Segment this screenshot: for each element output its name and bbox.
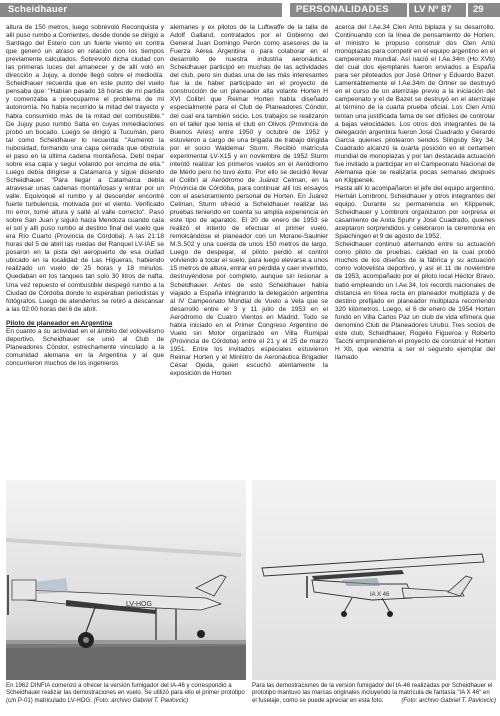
paragraph: alemanes y ex pilotos de la Luftwaffe de la talla de Adolf Galland, contratados por el Gobierno del General Juan Domingo Perón como asesores de la Fuerza Aérea Argentina o para colaborar en el desarrollo de nuestra industria aeronáutica. Scheidhauer participó en muchas de las actividades del club, pero sin dudas una de las más interesantes fue la de haber participado en el proyecto de construcción de un planeador alta volante Horten H XVI Colibrí que Reimar Horten había diseñado especialmente para el Club de Planeadores Cóndor, del cual era también socio. Los trabajos se realizaron en el taller que tenía el club en Olivos (Provincia de Buenos Aires) entre 1950 y octubre de 1952 y estuvieron a cargo de una brigada de trabajo dirigida por el socio Waldemar Sturm. Recibió matrícula experimental LV-X15 y en noviembre de 1952 Sturm intentó realizar los primeros vuelos en el Aeródromo de Merlo pero no tuvo éxito. Por ello se decidió llevar el Colibrí al Aeródromo de Juárez Celman, en la Provincia de Córdoba, para continuar allí los ensayos con el asesoramiento personal de Horten. En Juárez Celman, Sturm ofreció a Scheidhauer realizar las pruebas teniendo en cuenta su amplia experiencia en este tipo de aparatos. El 20 de enero de 1953 se realizó el intento de efectuar el primer vuelo, remolcándose el planeador con un Morane-Saulnier M.S.502 y una cuerda de unos 150 metros de largo. Luego de despegar, el piloto perdió el control volviendo a tocar el suelo, para luego elevarse a unos 15 metros de altura, entrar en pérdida y caer invertido, destruyéndose por completo, aunque sin lesionar a Scheidhauer. Antes de esto Scheidhauer había viajado a España integrando la delegación argentina al IV Campeonato Mundial de Vuelo a Vela que se desarrolló entre el 3 y 11 julio de 1953 en el Aeródromo de Cuatro Vientos en Madrid. Todo se había iniciado en el Primer Congreso Argentino de Vuelo sin Motor organizado en Villa Rumipal (Provincia de Córdoba) entre el 21 y el 25 de marzo 1951. Entre los invitados especiales estuvieron Reimar Horten y el Ministro de Aeronáutica Brigadier César Ojeda, quien escuchó atentamente la exposición de Horten [170, 24, 328, 378]
header-author-bar [0, 3, 282, 17]
caption-text: Para las demostraciones de la versión fumigador del IA-46 realizadas por Scheidhauer el prototipo mantuvo las marcas originales incluyendo la matrícula de fantasía "IA X 46" en el fuselaje, como se puede apreciar en esta foto. [252, 682, 493, 704]
photo-caption-right [252, 682, 496, 704]
paragraph: Hasta allí lo acompañaron el jefe del equipo argentino, Hernán Lombroni, Scheidhauer y otros integrantes del equipo. Durante su permanencia en Klippenek, Scheidhauer y Lombroni organizaron por sorpresa el casamiento de Anita Spuhr y José Cuadrado, quienes aceptaron sorprendidos y celebraron la ceremonia en Spaichingen el 9 de agosto de 1952. [335, 184, 495, 241]
photo-ia46-fumigador-flight [252, 480, 496, 680]
paragraph: Scheidhauer continuó alternando entre su actuación como piloto de pruebas, calidad en la cual probó muchos de los diseños de la fábrica y su actuación como volovelista deportivo, y así el 11 de noviembre de 1953, acompañado por el piloto local Héctor Bravo, batió empleando un I.Ae.34, los records nacionales de distancia en línea recta en planeador multiplaza y de destino prefijado en planeador multiplaza recorriendo 320 kilómetros. Luego, el 6 de enero de 1954 Horten fundó en Villa Carlos Paz un club de vida efímera que denominó Club de Planeadores Urubú. Tres socios de este club, Scheidhauer, Rogelio Figueroa y Roberto Tacchi emprendieron el proyecto de construir el Horten H Xb, que vendría a ser el segundo ejemplar del llamado [335, 241, 495, 361]
caption-text: En 1962 DINFIA comenzó a ofrecer la versión fumigador del IA-46 y correspondió a Scheidhauer realizar las demostraciones en vuelo. Se utilizó para ello el primer prototipo (c/n P-01) matriculado LV-HOG. [6, 682, 245, 704]
header-section: PERSONALIDADES [296, 4, 389, 15]
header-issue: LV Nº 87 [414, 4, 452, 15]
photo-credit: (Foto: archivo Gabriel T. Pavlovcic) [93, 696, 189, 704]
paragraph: En cuanto a su actividad en el ámbito del volovelismo deportivo, Scheidhauer se unió al Club de Planeadores Cóndor, estrechamente vinculado a la comunidad alemana en la Argentina y al que concurrieron muchos de los ingenieros [6, 327, 164, 367]
photo-caption-left [6, 682, 246, 704]
paragraph: altura de 150 metros, luego sobrevoló Reconquista y allí puso rumbo a Corrientes, desde donde se dirigió a Santiago del Estero con un fuerte viento en contra que generó un atraso en relación con los tiempos previamente calculados. Sobrevoló dicha ciudad con las primeras luces del amanecer y de allí voló en dirección a Jujuy, a donde llegó sobre el mediodía. Scheidhauer recuerda que en este punto del vuelo pensaba que: "Habían pasado 18 horas de mi partida y comenzaba a preocuparme el problema de mi autonomía. No había recorrido la mitad del trayecto y había consumido más de la mitad del combustible." De Jujuy puso rumbo Salta en cuyas inmediaciones probó un bocado. Luego se dirigió a Tucumán, pero tal como Scheidhauer lo recuerda: "Aumentó la nubosidad, formando una capa cerrada que obstruía el paso en la última cadena montañosa. Debí trepar sobre esa capa y seguí volando por encima de ella." Luego debía dirigirse a Catamarca y sigue diciendo Scheidhauer: "Para llegar a Catamarca debía atravesar unas cadenas montañosas y entrar por un valle. Equivoqué el rumbo y al descender encontré fuerte turbulencia, motivada por el viento. Verificado mi error, tomé altura y salté al valle correcto". Pasó sobre San Juan y siguió hacia Mendoza cuando caía el sol y allí puso rumbo al destino final del vuelo que era Río Cuarto (Provincia de Córdoba). A las 21:18 horas del 5 de abril las ruedas del Ranquel LV-IAE se posaron en la pista del aeropuerto de esa ciudad ubicado en la localidad de Las Higueras, habiendo realizado un vuelo de 25 horas y 18 minutos. Quedaban en los tanques tan solo 30 litros de nafta. Una vez repuesto el combustible despegó rumbo a la Ciudad de Córdoba donde lo esperaban periodistas y fotógrafos. Luego de atenderlos se retiró a descansar a las 02:00 horas del 6 de abril. [6, 24, 164, 313]
section-subtitle: Piloto de planeador en Argentina [6, 319, 113, 327]
page-number: 29 [473, 4, 484, 15]
header-divider [466, 3, 468, 17]
page-header [0, 0, 500, 20]
aircraft-registration: IA X 46 [370, 592, 390, 598]
aircraft-photo-illustration [252, 480, 496, 680]
photo-ia46-fumigador-ground [6, 480, 246, 680]
aircraft-registration: LV-HOG [126, 601, 152, 608]
photo-credit: (Foto: archivo Gabriel T. Pavlovcic) [401, 696, 496, 704]
header-author: Scheidhauer [8, 4, 68, 15]
header-meta-bar [290, 3, 500, 17]
header-divider [407, 3, 409, 17]
aircraft-photo-illustration [6, 480, 246, 680]
paragraph: acerca del I.Ae.34 Clen Antú biplaza y su desarrollo. Continuando con la línea de pensamiento de Horten, el ministro le propuso construir dos Clen Antú monoplazas para competir en el equipo argentino en el campeonato mundial. Así nació el I.Ae.34m (Ho XVb) del cual dos ejemplares fueron enviados a España para ser piloteados por José Ortner y Eduardo Bazet. Lamentablemente el I.Ae.34m de Ortner se destruyó en el curso de un aterrizaje previo a la iniciación del campeonato y el de Bazet se destruyó en el aterrizaje al término de la cuarta prueba oficial. Los Clen Antú tenían una justificada fama de ser difíciles de controlar a bajas velocidades. Los otros dos integrantes de la delegación argentina fueron José Cuadrado y Gerardo García quienes pilotearon sendos Slingsby Sky 34. Cuadrado alcanzó la cuarta posición en el certamen mundial de monoplazas y por tan destacada actuación fue invitado a participar en el Campeonato Nacional de Alemania que se realizaría pocas semanas después en Klippenek. [335, 24, 495, 184]
